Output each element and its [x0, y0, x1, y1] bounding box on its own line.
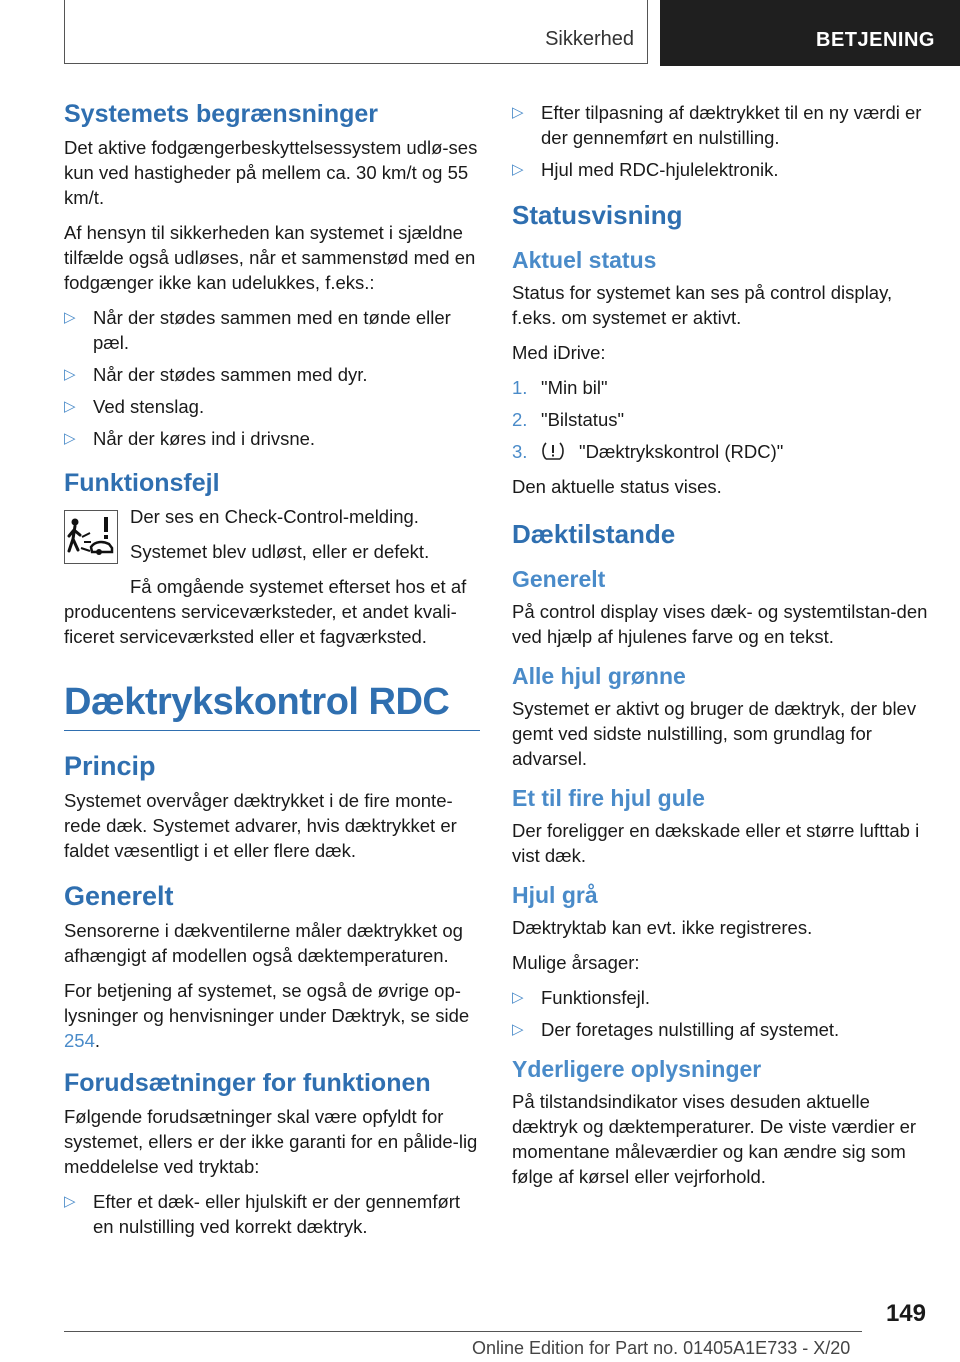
triangle-bullet-icon: ▷	[64, 309, 76, 326]
list-item: ▷ Funktionsfejl.	[512, 987, 650, 1008]
list-item: ▷ Efter et dæk- eller hjulskift er der gennemført en nulstilling ved korrekt dæktryk.	[64, 1191, 461, 1237]
list-item: ▷ Når der stødes sammen med dyr.	[64, 364, 368, 385]
grey-paragraph-2: Mulige årsager:	[512, 952, 640, 973]
general-paragraph-1: Sensorerne i dækventilerne måler dæktrykket og afhængigt af modellen også dæktemperaturen.	[64, 920, 463, 966]
limits-list	[64, 305, 480, 451]
yellow-heading: Et til fire hjul gule	[512, 785, 705, 811]
limits-paragraph-1: Det aktive fodgængerbeskyttelsessystem udlø-ses kun ved hastigheder på mellem ca. 30 km/t og 55 km/t.	[64, 137, 478, 208]
left-column	[64, 100, 480, 1251]
fault-paragraph-3: Få omgående systemet efterset hos et af producentens serviceværksteder, et andet kvali-ficeret serviceværksted eller et fagværksted.	[64, 576, 467, 647]
grey-paragraph-1: Dæktryktab kan evt. ikke registreres.	[512, 917, 813, 938]
fault-warning-block	[64, 504, 480, 564]
triangle-bullet-icon: ▷	[512, 989, 524, 1006]
green-heading: Alle hjul grønne	[512, 663, 686, 689]
prereq-paragraph: Følgende forudsætninger skal være opfyldt for systemet, ellers er der ikke garanti for en pålide-lig meddelelse ved tryktab:	[64, 1106, 478, 1177]
principle-heading: Princip	[64, 751, 156, 781]
status-heading: Statusvisning	[512, 200, 683, 230]
prereq-heading: Forudsætninger for funktionen	[64, 1069, 431, 1097]
list-item: ▷ Ved stenslag.	[64, 396, 205, 417]
general-heading: Generelt	[64, 881, 174, 911]
triangle-bullet-icon: ▷	[512, 104, 524, 121]
pedestrian-warning-icon	[64, 510, 118, 564]
header-chapter-label: BETJENING	[816, 29, 935, 51]
chapter-title: Dæktrykskontrol RDC	[64, 681, 480, 731]
footer-divider	[64, 1331, 862, 1332]
triangle-bullet-icon: ▷	[64, 366, 76, 383]
grey-heading: Hjul grå	[512, 882, 598, 908]
tire-states-heading: Dæktilstande	[512, 519, 676, 549]
prereq-list-continued	[512, 100, 928, 182]
status-paragraph-1: Status for systemet kan ses på control display, f.eks. om systemet er aktivt.	[512, 282, 893, 328]
grey-list	[512, 985, 928, 1042]
list-item: ▷ Når der køres ind i drivsne.	[64, 428, 316, 449]
footer-edition: Online Edition for Part no. 01405A1E733 - X/20	[472, 1338, 851, 1358]
general-paragraph-2: For betjening af systemet, se også de øvrige op-lysninger og henvisninger under Dæktryk, se side 254.	[64, 980, 470, 1051]
triangle-bullet-icon: ▷	[64, 398, 76, 415]
list-item: 2. "Bilstatus"	[512, 409, 625, 430]
current-status-heading: Aktuel status	[512, 247, 657, 273]
list-item: ▷ Der foretages nulstilling af systemet.	[512, 1019, 840, 1040]
tire-general-heading: Generelt	[512, 566, 606, 592]
fault-heading: Funktionsfejl	[64, 469, 220, 497]
page-reference-link[interactable]: 254	[64, 1030, 95, 1051]
principle-paragraph: Systemet overvåger dæktrykket i de fire monte-rede dæk. Systemet advarer, hvis dæktrykket er faldet væsentligt i et eller flere dæk.	[64, 790, 457, 861]
tire-pressure-icon	[541, 441, 565, 461]
triangle-bullet-icon: ▷	[64, 430, 76, 447]
idrive-steps	[512, 375, 928, 464]
triangle-bullet-icon: ▷	[512, 161, 524, 178]
more-info-paragraph: På tilstandsindikator vises desuden aktuelle dæktryk og dæktemperaturer. De viste værdier er momentane måleværdier og kan ændre sig som følge af kørsel eller vejrforhold.	[512, 1091, 917, 1187]
limits-paragraph-2: Af hensyn til sikkerheden kan systemet i sjældne tilfælde også udløses, når et sammenstød med en fodgænger ikke kan udelukkes, f.eks.:	[64, 222, 476, 293]
header-section-title: Sikkerhed	[545, 28, 634, 50]
status-paragraph-3: Den aktuelle status vises.	[512, 476, 722, 497]
list-item: 3. "Dæktrykskontrol (RDC)"	[512, 441, 784, 462]
list-item: ▷ Når der stødes sammen med en tønde eller pæl.	[64, 307, 451, 353]
list-item: ▷ Hjul med RDC-hjulelektronik.	[512, 159, 779, 180]
header-chapter-tab	[660, 0, 960, 66]
right-column	[512, 100, 928, 1199]
triangle-bullet-icon: ▷	[64, 1193, 76, 1210]
fault-paragraph-2: Systemet blev udløst, eller er defekt.	[130, 541, 430, 562]
tire-general-paragraph: På control display vises dæk- og systemtilstan-den ved hjælp af hjulenes farve og en tekst.	[512, 601, 928, 647]
yellow-paragraph: Der foreligger en dækskade eller et større lufttab i vist dæk.	[512, 820, 920, 866]
list-item: 1. "Min bil"	[512, 377, 608, 398]
status-paragraph-2: Med iDrive:	[512, 342, 606, 363]
limits-heading: Systemets begrænsninger	[64, 100, 378, 128]
prereq-list	[64, 1189, 480, 1239]
more-info-heading: Yderligere oplysninger	[512, 1056, 762, 1082]
page-number: 149	[885, 1300, 926, 1327]
green-paragraph: Systemet er aktivt og bruger de dæktryk, der blev gemt ved sidste nulstilling, som grundlag for advarsel.	[512, 698, 917, 769]
fault-paragraph-1: Der ses en Check-Control-melding.	[130, 506, 419, 527]
triangle-bullet-icon: ▷	[512, 1021, 524, 1038]
list-item: ▷ Efter tilpasning af dæktrykket til en ny værdi er der gennemført en nulstilling.	[512, 102, 922, 148]
